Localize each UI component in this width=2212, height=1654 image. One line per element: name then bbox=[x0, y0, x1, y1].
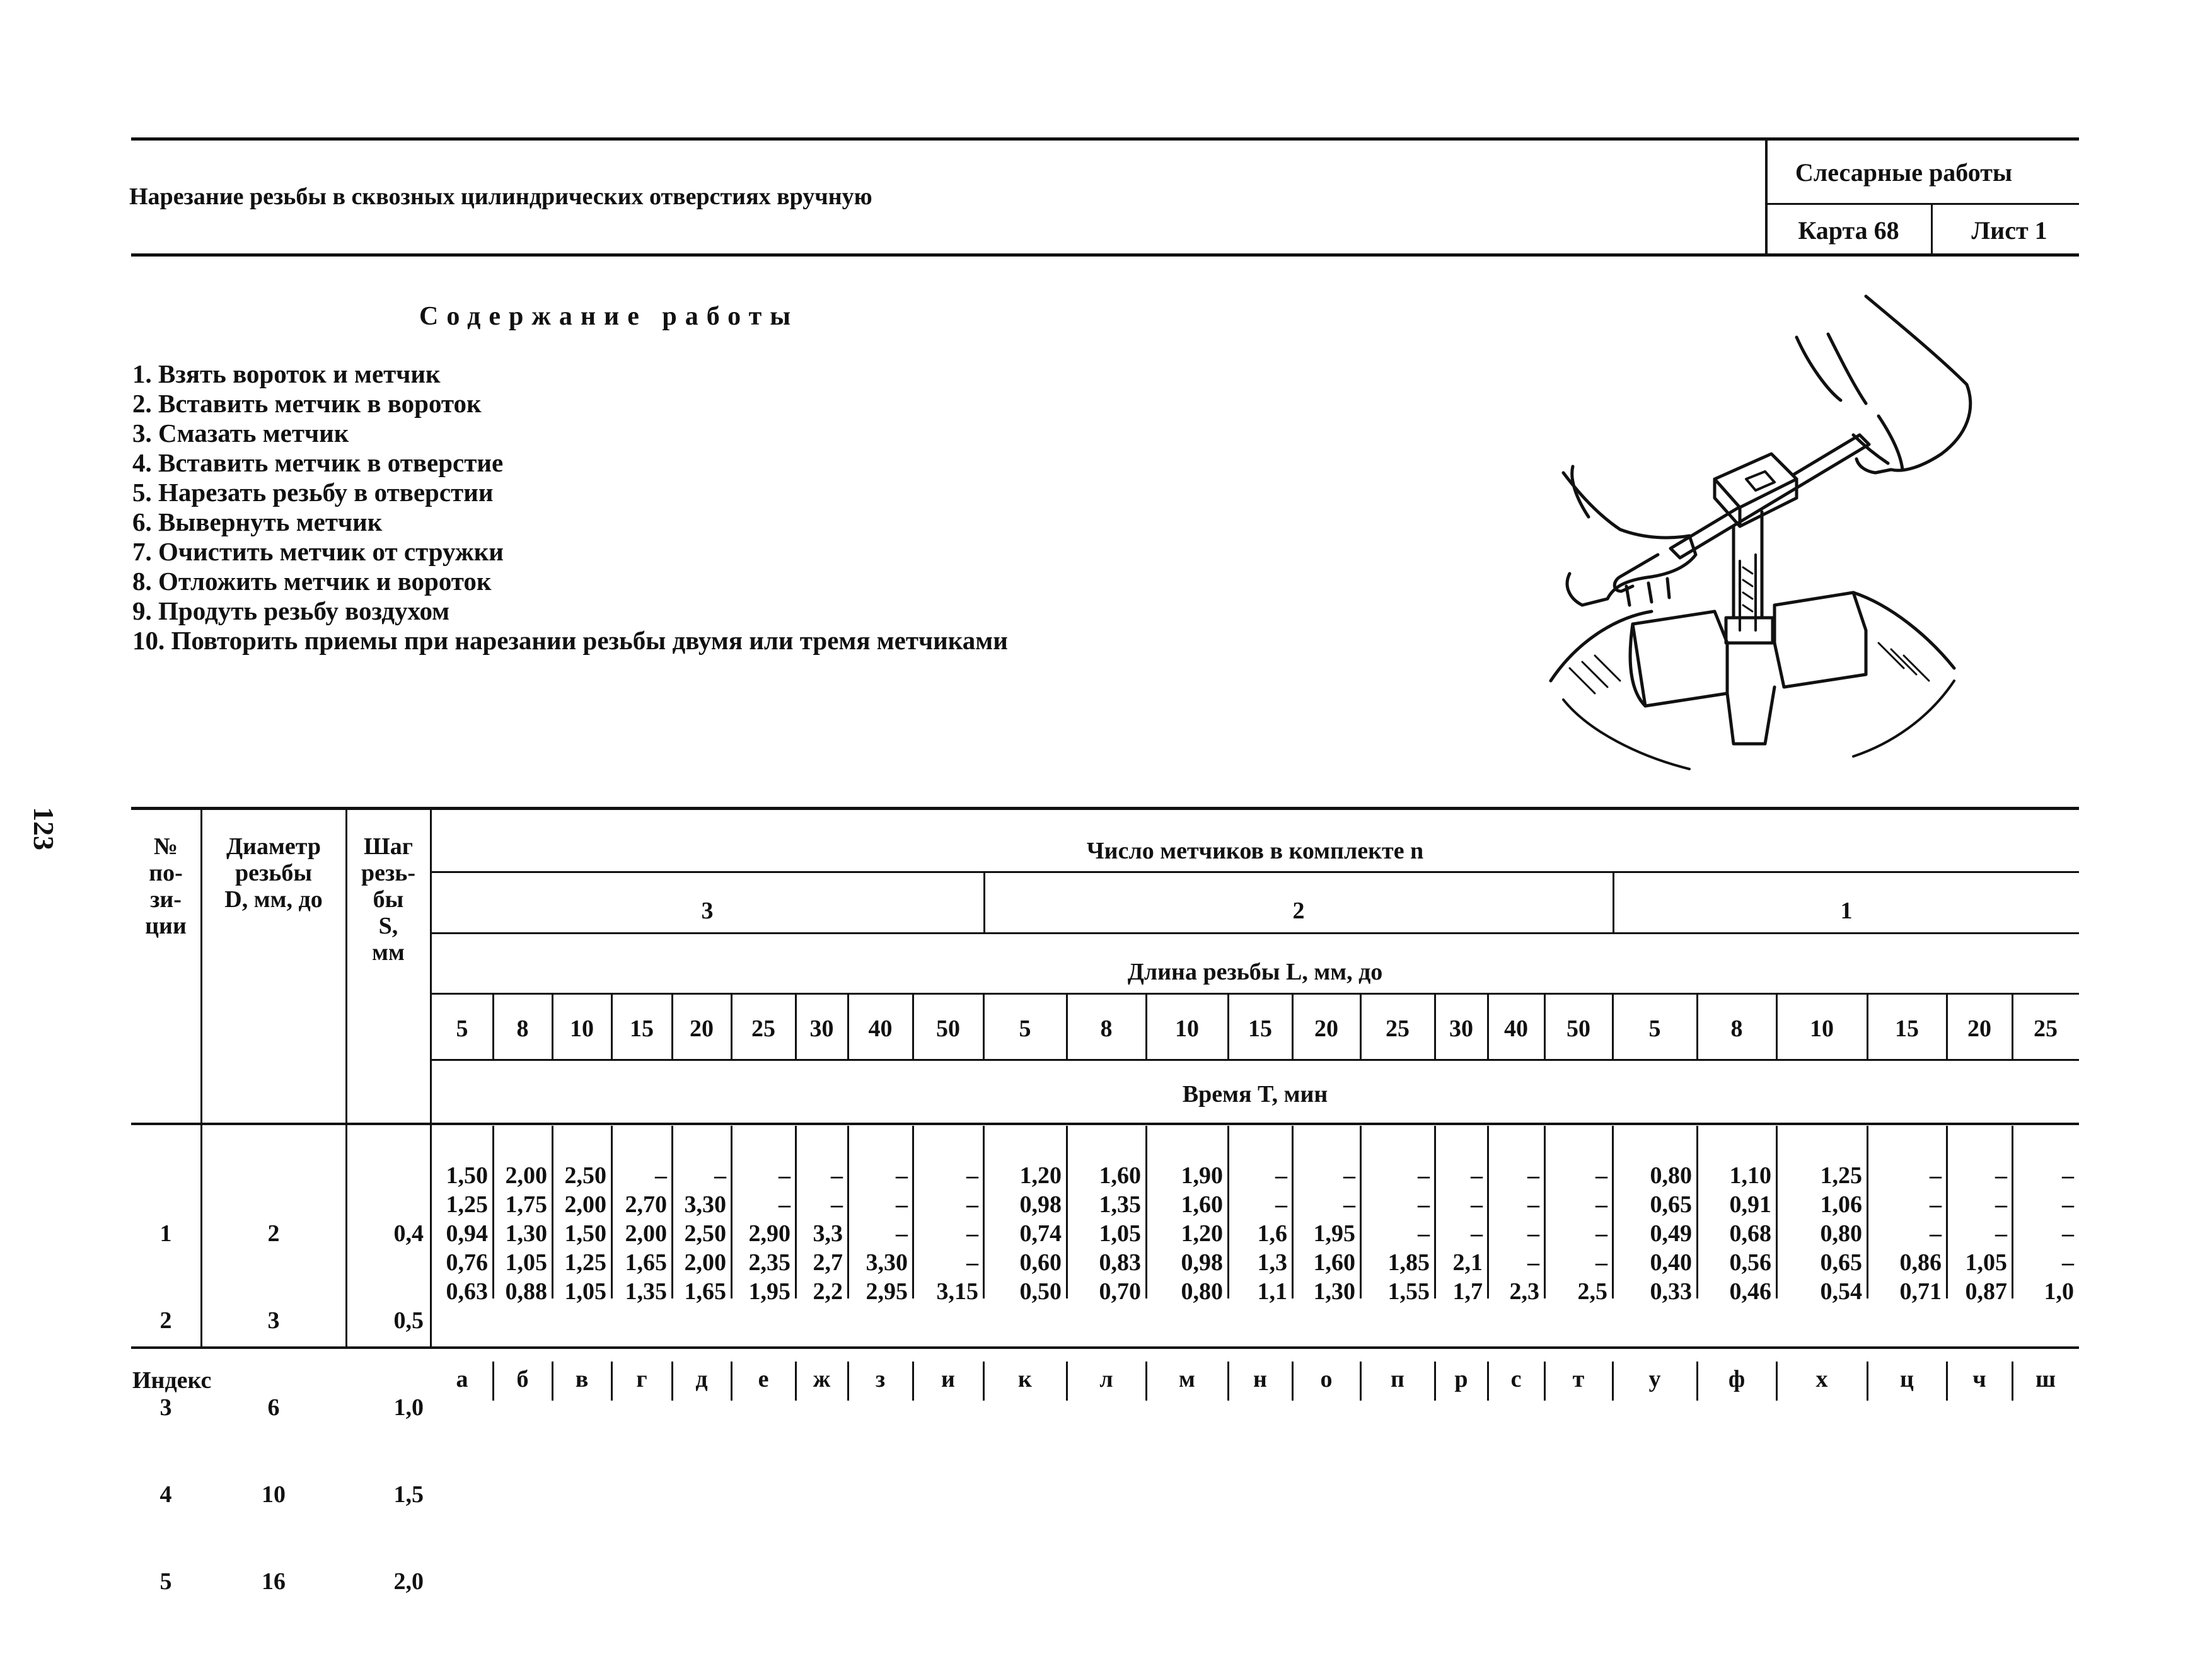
length-cell: 8 bbox=[1730, 1015, 1743, 1042]
time-value: 3,3 bbox=[813, 1220, 843, 1247]
length-cell: 5 bbox=[1648, 1015, 1661, 1042]
time-value: 1,60 bbox=[1313, 1249, 1355, 1276]
time-value: 1,75 bbox=[505, 1191, 547, 1218]
time-value: 0,86 bbox=[1899, 1249, 1942, 1276]
time-column bbox=[1613, 1161, 1692, 1306]
diameter-value: 3 bbox=[267, 1307, 280, 1334]
index-cell: и bbox=[941, 1366, 955, 1392]
time-value: 2,50 bbox=[564, 1162, 606, 1189]
time-value: – bbox=[1418, 1162, 1430, 1189]
taps-header: Число метчиков в комплекте n bbox=[1086, 838, 1424, 864]
time-value: 3,30 bbox=[866, 1249, 908, 1276]
time-value: 0,94 bbox=[446, 1220, 488, 1247]
time-value: 1,60 bbox=[1099, 1162, 1141, 1189]
header-line: ции bbox=[145, 913, 187, 939]
time-column bbox=[493, 1161, 547, 1306]
page-number: 123 bbox=[28, 807, 60, 850]
time-value: 0,63 bbox=[446, 1278, 488, 1305]
step-item: 4. Вставить метчик в отверстие bbox=[132, 448, 504, 477]
time-value: 1,05 bbox=[564, 1278, 606, 1305]
time-value: – bbox=[831, 1162, 843, 1189]
time-value: – bbox=[1995, 1162, 2007, 1189]
time-value: 1,30 bbox=[505, 1220, 547, 1247]
time-value: – bbox=[779, 1162, 790, 1189]
length-cell: 25 bbox=[1386, 1015, 1410, 1042]
time-value: 0,74 bbox=[1019, 1220, 1062, 1247]
time-value: 0,46 bbox=[1729, 1278, 1771, 1305]
time-value: – bbox=[1995, 1191, 2007, 1218]
index-cell: е bbox=[758, 1366, 769, 1392]
tap-group-1: 1 bbox=[1840, 898, 1853, 924]
time-column bbox=[731, 1161, 790, 1306]
time-value: 0,80 bbox=[1820, 1220, 1862, 1247]
time-value: – bbox=[655, 1162, 667, 1189]
time-value: 1,05 bbox=[1965, 1249, 2007, 1276]
time-value: 2,35 bbox=[748, 1249, 790, 1276]
time-value: 2,00 bbox=[684, 1249, 726, 1276]
length-cell: 30 bbox=[1449, 1015, 1473, 1042]
index-cell: з bbox=[875, 1366, 886, 1392]
time-value: 0,54 bbox=[1820, 1278, 1862, 1305]
time-value: – bbox=[2062, 1249, 2074, 1276]
header-divider bbox=[1765, 140, 1768, 255]
index-cell: м bbox=[1179, 1366, 1195, 1392]
time-value: 1,85 bbox=[1387, 1249, 1430, 1276]
length-cell: 20 bbox=[1967, 1015, 1991, 1042]
time-value: – bbox=[714, 1162, 726, 1189]
header-top-rule bbox=[131, 137, 2079, 141]
length-cell: 10 bbox=[1810, 1015, 1834, 1042]
time-value: – bbox=[2062, 1191, 2074, 1218]
step-item: 7. Очистить метчик от стружки bbox=[132, 537, 504, 566]
time-column bbox=[1488, 1161, 1539, 1306]
time-value: – bbox=[1343, 1191, 1355, 1218]
length-cell: 25 bbox=[751, 1015, 775, 1042]
time-column bbox=[1697, 1161, 1771, 1306]
time-value: 1,20 bbox=[1181, 1220, 1223, 1247]
time-value: 2,2 bbox=[813, 1278, 843, 1305]
time-value: 1,06 bbox=[1820, 1191, 1862, 1218]
time-column bbox=[1867, 1161, 1942, 1306]
diameter-value: 10 bbox=[262, 1481, 286, 1508]
header-card-divider bbox=[1931, 203, 1933, 255]
length-cell: 50 bbox=[936, 1015, 960, 1042]
time-value: – bbox=[1995, 1220, 2007, 1247]
time-value: – bbox=[2062, 1220, 2074, 1247]
time-value: 1,20 bbox=[1019, 1162, 1062, 1189]
tap-group-3: 3 bbox=[701, 898, 714, 924]
pitch-value: 0,5 bbox=[393, 1307, 424, 1334]
header-line: резьбы bbox=[235, 860, 313, 886]
time-column bbox=[1146, 1161, 1223, 1306]
step-item: 2. Вставить метчик в вороток bbox=[132, 389, 482, 418]
time-value: 0,40 bbox=[1650, 1249, 1692, 1276]
length-cell: 20 bbox=[1314, 1015, 1338, 1042]
position-value: 3 bbox=[159, 1394, 172, 1421]
content-title: Содержание работы bbox=[419, 302, 799, 331]
length-cell: 50 bbox=[1566, 1015, 1590, 1042]
work-category: Слесарные работы bbox=[1795, 158, 2013, 187]
time-value: 2,00 bbox=[564, 1191, 606, 1218]
time-value: – bbox=[1595, 1249, 1607, 1276]
pitch-value: 0,4 bbox=[393, 1220, 424, 1247]
header-line: мм bbox=[372, 939, 405, 966]
header-bottom-rule bbox=[131, 253, 2079, 257]
length-cell: 40 bbox=[1504, 1015, 1528, 1042]
step-item: 9. Продуть резьбу воздухом bbox=[132, 596, 450, 625]
time-value: 1,05 bbox=[505, 1249, 547, 1276]
time-value: 1,05 bbox=[1099, 1220, 1141, 1247]
time-value: – bbox=[1471, 1220, 1483, 1247]
diameter-header bbox=[202, 833, 345, 913]
length-cell: 15 bbox=[1248, 1015, 1272, 1042]
document-title: Нарезание резьбы в сквозных цилиндрических отверстиях вручную bbox=[129, 183, 872, 210]
step-item: 10. Повторить приемы при нарезании резьбы двумя или тремя метчиками bbox=[132, 626, 1008, 655]
index-cell: л bbox=[1099, 1366, 1113, 1392]
time-value: – bbox=[1527, 1249, 1539, 1276]
time-value: 1,50 bbox=[446, 1162, 488, 1189]
step-item: 6. Вывернуть метчик bbox=[132, 507, 383, 536]
index-cell: у bbox=[1648, 1366, 1661, 1392]
time-column bbox=[1435, 1161, 1483, 1306]
time-value: – bbox=[1527, 1191, 1539, 1218]
time-value: 1,50 bbox=[564, 1220, 606, 1247]
time-column bbox=[672, 1161, 726, 1306]
time-value: 1,7 bbox=[1452, 1278, 1483, 1305]
index-cell: п bbox=[1391, 1366, 1404, 1392]
time-column bbox=[1947, 1161, 2007, 1306]
table-rule bbox=[430, 993, 2079, 995]
time-value: – bbox=[966, 1162, 978, 1189]
index-cell: т bbox=[1572, 1366, 1585, 1392]
length-header: Длина резьбы L, мм, до bbox=[1127, 959, 1383, 985]
diameter-value: 16 bbox=[262, 1568, 286, 1595]
time-value: 2,1 bbox=[1452, 1249, 1483, 1276]
time-value: 1,90 bbox=[1181, 1162, 1223, 1189]
time-value: 1,25 bbox=[564, 1249, 606, 1276]
time-column bbox=[1360, 1161, 1430, 1306]
time-value: 2,3 bbox=[1509, 1278, 1539, 1305]
table-top-rule bbox=[131, 807, 2079, 810]
index-cell: ч bbox=[1972, 1366, 1986, 1392]
time-value: – bbox=[896, 1220, 908, 1247]
time-value: – bbox=[1930, 1220, 1942, 1247]
time-value: – bbox=[1471, 1191, 1483, 1218]
time-value: 0,70 bbox=[1099, 1278, 1141, 1305]
time-value: – bbox=[2062, 1162, 2074, 1189]
time-header: Время T, мин bbox=[1182, 1081, 1328, 1107]
position-value: 1 bbox=[159, 1220, 172, 1247]
table-rule bbox=[131, 1123, 2079, 1125]
index-cell: к bbox=[1018, 1366, 1032, 1392]
pitch-value: 1,0 bbox=[393, 1394, 424, 1421]
time-column bbox=[1544, 1161, 1607, 1306]
diameters-column bbox=[202, 1161, 345, 1654]
time-value: 1,35 bbox=[625, 1278, 667, 1305]
time-value: – bbox=[1595, 1220, 1607, 1247]
time-column bbox=[796, 1161, 843, 1306]
time-value: 2,5 bbox=[1577, 1278, 1607, 1305]
time-value: – bbox=[1595, 1162, 1607, 1189]
table-rule bbox=[430, 871, 2079, 873]
time-value: 0,65 bbox=[1820, 1249, 1862, 1276]
length-cell: 8 bbox=[1100, 1015, 1113, 1042]
time-value: 0,87 bbox=[1965, 1278, 2007, 1305]
header-line: зи- bbox=[150, 886, 182, 913]
time-value: 0,50 bbox=[1019, 1278, 1062, 1305]
time-value: – bbox=[1527, 1162, 1539, 1189]
steps-list bbox=[132, 359, 1008, 656]
time-value: 1,3 bbox=[1257, 1249, 1287, 1276]
length-cell: 20 bbox=[690, 1015, 714, 1042]
length-cell: 8 bbox=[516, 1015, 529, 1042]
time-value: – bbox=[1595, 1191, 1607, 1218]
time-column bbox=[1776, 1161, 1862, 1306]
time-value: – bbox=[1343, 1162, 1355, 1189]
time-value: 1,95 bbox=[1313, 1220, 1355, 1247]
pitch-value: 1,5 bbox=[393, 1481, 424, 1508]
index-cell: с bbox=[1510, 1366, 1522, 1392]
index-cell: д bbox=[695, 1366, 708, 1392]
position-value: 5 bbox=[159, 1568, 172, 1595]
position-value: 2 bbox=[159, 1307, 172, 1334]
header-line: D, мм, до bbox=[224, 886, 323, 913]
time-value: 0,49 bbox=[1650, 1220, 1692, 1247]
header-line: Шаг bbox=[364, 833, 413, 860]
step-item: 5. Нарезать резьбу в отверстии bbox=[132, 478, 494, 507]
index-cell: ш bbox=[2035, 1366, 2056, 1392]
time-column bbox=[913, 1161, 978, 1306]
table-rule bbox=[430, 1059, 2079, 1061]
time-value: 2,00 bbox=[625, 1220, 667, 1247]
header-line: бы bbox=[373, 886, 404, 913]
header-line: Диаметр bbox=[226, 833, 321, 860]
time-value: 1,10 bbox=[1729, 1162, 1771, 1189]
time-value: – bbox=[966, 1220, 978, 1247]
header-line: по- bbox=[149, 860, 183, 886]
index-cell: ж bbox=[813, 1366, 831, 1392]
time-column bbox=[1228, 1161, 1287, 1306]
time-value: – bbox=[1930, 1191, 1942, 1218]
time-value: 1,35 bbox=[1099, 1191, 1141, 1218]
header-line: резь- bbox=[361, 860, 416, 886]
time-value: 2,00 bbox=[505, 1162, 547, 1189]
index-cell: б bbox=[516, 1366, 529, 1392]
time-value: – bbox=[1275, 1191, 1287, 1218]
time-column bbox=[431, 1161, 488, 1306]
diameter-value: 6 bbox=[267, 1394, 280, 1421]
index-cell: г bbox=[636, 1366, 647, 1392]
time-value: 0,76 bbox=[446, 1249, 488, 1276]
pitch-value: 2,0 bbox=[393, 1568, 424, 1595]
time-column bbox=[848, 1161, 908, 1306]
time-value: – bbox=[779, 1191, 790, 1218]
index-cell: ц bbox=[1900, 1366, 1914, 1392]
time-value: 1,60 bbox=[1181, 1191, 1223, 1218]
step-item: 8. Отложить метчик и вороток bbox=[132, 567, 492, 596]
time-value: 0,33 bbox=[1650, 1278, 1692, 1305]
time-value: – bbox=[1275, 1162, 1287, 1189]
time-value: 1,1 bbox=[1257, 1278, 1287, 1305]
time-column bbox=[2012, 1161, 2074, 1306]
pitches-column bbox=[347, 1161, 424, 1654]
time-value: 0,98 bbox=[1019, 1191, 1062, 1218]
time-value: – bbox=[1418, 1220, 1430, 1247]
index-cell: а bbox=[456, 1366, 468, 1392]
length-cell: 5 bbox=[1019, 1015, 1031, 1042]
time-value: 2,7 bbox=[813, 1249, 843, 1276]
length-cell: 10 bbox=[570, 1015, 594, 1042]
time-value: 1,0 bbox=[2044, 1278, 2074, 1305]
time-value: 0,56 bbox=[1729, 1249, 1771, 1276]
length-cell: 30 bbox=[809, 1015, 834, 1042]
step-item: 3. Смазать метчик bbox=[132, 419, 349, 448]
time-value: – bbox=[896, 1162, 908, 1189]
index-cell: в bbox=[575, 1366, 589, 1392]
positions-column bbox=[131, 1161, 200, 1654]
time-value: 0,80 bbox=[1650, 1162, 1692, 1189]
time-column bbox=[611, 1161, 667, 1306]
time-value: – bbox=[1418, 1191, 1430, 1218]
time-value: 2,50 bbox=[684, 1220, 726, 1247]
time-value: 0,91 bbox=[1729, 1191, 1771, 1218]
index-cell: р bbox=[1454, 1366, 1468, 1392]
time-value: 2,95 bbox=[866, 1278, 908, 1305]
pitch-header bbox=[347, 833, 430, 966]
time-value: 0,71 bbox=[1899, 1278, 1942, 1305]
tap-group-2: 2 bbox=[1292, 898, 1305, 924]
index-label: Индекс bbox=[132, 1367, 212, 1394]
diameter-value: 2 bbox=[267, 1220, 280, 1247]
index-cell: о bbox=[1320, 1366, 1333, 1392]
time-column bbox=[1292, 1161, 1355, 1306]
position-header bbox=[131, 833, 200, 939]
time-column bbox=[1067, 1161, 1141, 1306]
length-cell: 10 bbox=[1175, 1015, 1199, 1042]
time-value: 1,55 bbox=[1387, 1278, 1430, 1305]
length-cell: 25 bbox=[2034, 1015, 2058, 1042]
step-item: 1. Взять вороток и метчик bbox=[132, 359, 441, 388]
time-value: 1,65 bbox=[684, 1278, 726, 1305]
time-value: 1,65 bbox=[625, 1249, 667, 1276]
time-value: 1,30 bbox=[1313, 1278, 1355, 1305]
time-value: – bbox=[966, 1191, 978, 1218]
index-cell: х bbox=[1815, 1366, 1828, 1392]
time-value: 2,70 bbox=[625, 1191, 667, 1218]
time-column bbox=[983, 1161, 1062, 1306]
time-value: 0,68 bbox=[1729, 1220, 1771, 1247]
time-value: 0,98 bbox=[1181, 1249, 1223, 1276]
time-value: 1,25 bbox=[446, 1191, 488, 1218]
time-value: 1,25 bbox=[1820, 1162, 1862, 1189]
time-value: 0,88 bbox=[505, 1278, 547, 1305]
right-hand-icon bbox=[1856, 296, 1971, 473]
time-value: 3,30 bbox=[684, 1191, 726, 1218]
time-value: 0,80 bbox=[1181, 1278, 1223, 1305]
time-value: 0,83 bbox=[1099, 1249, 1141, 1276]
length-cell: 15 bbox=[1895, 1015, 1919, 1042]
header-inner-rule bbox=[1765, 203, 2079, 205]
time-value: 3,15 bbox=[936, 1278, 978, 1305]
card-number: Карта 68 bbox=[1798, 216, 1899, 245]
time-value: 1,6 bbox=[1257, 1220, 1287, 1247]
tap-wrench-illustration bbox=[1526, 290, 1979, 782]
time-value: – bbox=[831, 1191, 843, 1218]
table-rule bbox=[430, 932, 2079, 934]
header-line: S, bbox=[378, 913, 398, 939]
sheet-number: Лист 1 bbox=[1971, 216, 2047, 245]
time-value: – bbox=[1527, 1220, 1539, 1247]
index-cell: н bbox=[1253, 1366, 1267, 1392]
time-value: 1,95 bbox=[748, 1278, 790, 1305]
time-value: – bbox=[966, 1249, 978, 1276]
time-value: – bbox=[896, 1191, 908, 1218]
time-value: 0,60 bbox=[1019, 1249, 1062, 1276]
time-value: – bbox=[1930, 1162, 1942, 1189]
time-value: 2,90 bbox=[748, 1220, 790, 1247]
index-cell: ф bbox=[1728, 1366, 1746, 1392]
time-column bbox=[552, 1161, 606, 1306]
position-value: 4 bbox=[159, 1481, 172, 1508]
length-cell: 5 bbox=[456, 1015, 468, 1042]
time-value: – bbox=[1471, 1162, 1483, 1189]
length-cell: 15 bbox=[630, 1015, 654, 1042]
length-cell: 40 bbox=[868, 1015, 893, 1042]
header-line: № bbox=[153, 833, 178, 860]
time-value: 0,65 bbox=[1650, 1191, 1692, 1218]
